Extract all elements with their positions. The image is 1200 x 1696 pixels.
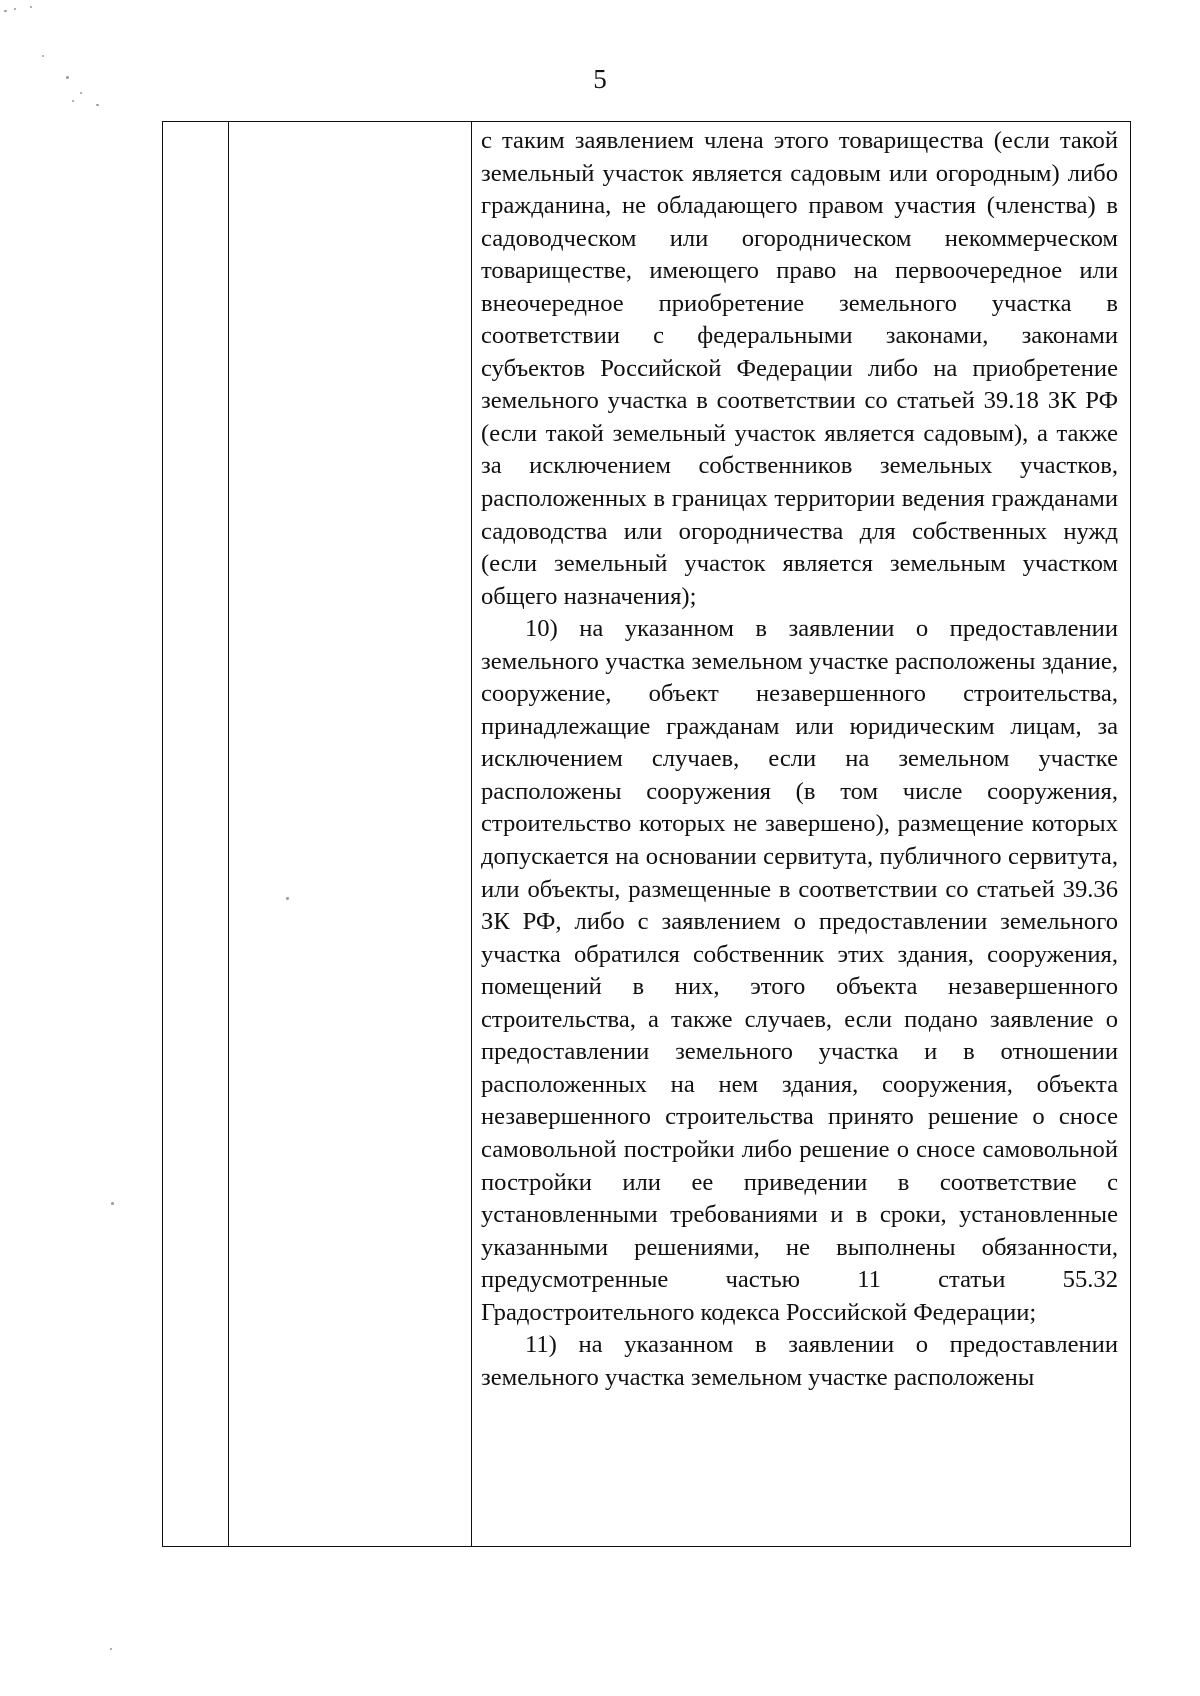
table-cell-text [481,125,1118,1394]
document-table [162,121,1131,1547]
paragraph-item-10: 10) на указанном в заявлении о предоставлении земельного участка земельном участке расположены здание, сооружение, объект незавершенного строительства, принадлежащие гражданам или юридическим лицам, за исключением случаев, если на земельном участке расположены сооружения (в том числе сооружения, строительство которых не завершено), размещение которых допускается на основании сервитута, публичного сервитута, или объекты, размещенные в соответствии со статьей 39.36 ЗК РФ, либо с заявлением о предоставлении земельного участка обратился собственник этих здания, сооружения, помещений в них, этого объекта незавершенного строительства, а также случаев, если подано заявление о предоставлении земельного участка и в отношении расположенных на нем здания, сооружения, объекта незавершенного строительства принято решение о сносе самовольной постройки либо решение о сносе самовольной постройки или ее приведении в соответствие с установленными требованиями и в сроки, установленные указанными решениями, не выполнены обязанности, предусмотренные частью 11 статьи 55.32 Градостроительного кодекса Российской Федерации; [481,615,1118,1326]
scan-speck [111,1202,114,1205]
paragraph-continuation: с таким заявлением члена этого товарищества (если такой земельный участок является садовым или огородным) либо гражданина, не обладающего правом участия (членства) в садоводческом или огородническом некоммерческом товариществе, имеющего право на первоочередное или внеочередное приобретение земельного участка в соответствии с федеральными законами, законами субъектов Российской Федерации либо на приобретение земельного участка в соответствии со статьей 39.18 ЗК РФ (если такой земельный участок является садовым), а также за исключением собственников земельных участков, расположенных в границах территории ведения гражданами садоводства или огородничества для собственных нужд (если земельный участок является земельным участком общего назначения); [481,127,1118,610]
scan-speck [30,6,32,8]
page-number: 5 [593,64,607,94]
scan-speck [72,100,74,102]
scan-speck [96,104,99,106]
column-divider-2 [471,122,472,1546]
column-divider-1 [228,122,229,1546]
scan-speck [42,55,44,57]
scan-speck [4,10,7,12]
scan-speck [14,8,16,10]
paragraph-item-11: 11) на указанном в заявлении о предоставлении земельного участка земельном участке расположены [481,1331,1118,1391]
scan-speck [110,1648,112,1650]
